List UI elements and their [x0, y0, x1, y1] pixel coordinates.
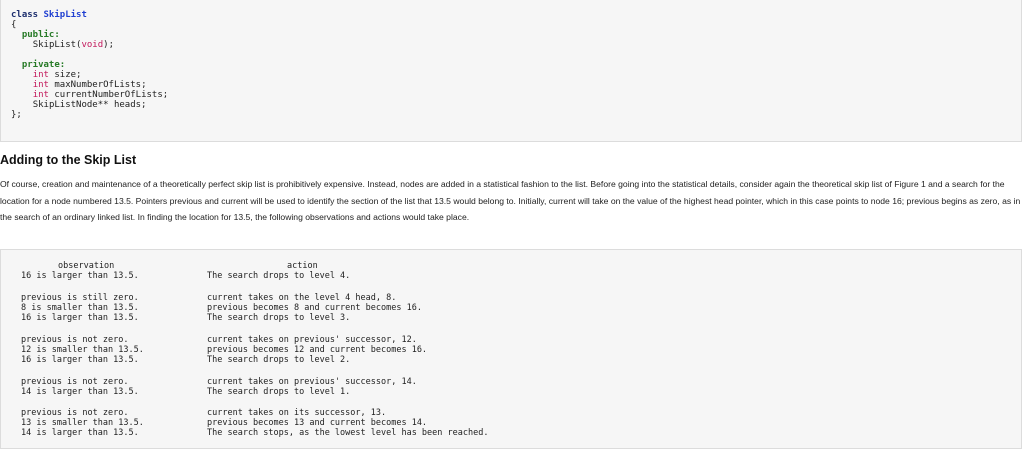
code-ctor-end: );: [103, 40, 114, 50]
code-private-label: private:: [21, 60, 66, 70]
action-cell: current takes on previous' successor, 12. previous becomes 12 and current becomes 16. The search drops to level 2.: [207, 335, 428, 365]
code-member-type: int: [32, 80, 49, 90]
code-member-type: int: [32, 90, 49, 100]
section-heading: Adding to the Skip List: [0, 153, 137, 167]
code-member-type: int: [32, 70, 49, 80]
observation-cell: 16 is larger than 13.5.: [21, 271, 139, 281]
action-cell: current takes on the level 4 head, 8. previous becomes 8 and current becomes 16. The search drops to level 3.: [207, 293, 422, 323]
action-cell: current takes on previous' successor, 14. The search drops to level 1.: [207, 377, 417, 397]
code-class-name: SkipList: [43, 10, 87, 20]
observation-cell: previous is still zero. 8 is smaller than 13.5. 16 is larger than 13.5.: [21, 293, 139, 323]
section-paragraph: Of course, creation and maintenance of a theoretically perfect skip list is prohibitively expensive. Instead, nodes are added in a statistical fashion to the list. Before going into the statistical details, consider again the theoretical skip list of Figure 1 and a search for the location for a node numbered 13.5. Pointers previous and current will be used to identify the section of the list that 13.5 would belong to. Initially, current will take on the value of the highest head pointer, which in this case points to node 16; previous begins as zero, as in the search of an ordinary linked list. In finding the location for 13.5, the following observations and actions would take place.: [0, 179, 1021, 222]
code-listing: [11, 10, 168, 120]
header-observation: observation: [58, 261, 115, 271]
observation-cell: previous is not zero. 14 is larger than 13.5.: [21, 377, 139, 397]
code-class-keyword: class: [11, 10, 39, 20]
code-block: [0, 0, 1022, 142]
code-ctor-param: void: [81, 40, 104, 50]
code-member-rest: SkipListNode** heads;: [32, 100, 147, 110]
code-member-rest: maxNumberOfLists;: [48, 80, 147, 90]
code-open-brace: {: [11, 20, 17, 30]
header-action: action: [287, 261, 318, 271]
observation-cell: previous is not zero. 12 is smaller than 13.5. 16 is larger than 13.5.: [21, 335, 144, 365]
action-cell: The search drops to level 4.: [207, 271, 351, 281]
code-member-rest: size;: [48, 70, 82, 80]
code-close-brace: };: [11, 110, 22, 120]
action-cell: current takes on its successor, 13. previous becomes 13 and current becomes 14. The search stops, as the lowest level has been reached.: [207, 408, 489, 438]
code-member-rest: currentNumberOfLists;: [48, 90, 169, 100]
observation-cell: previous is not zero. 13 is smaller than 13.5. 14 is larger than 13.5.: [21, 408, 144, 438]
code-public-label: public:: [21, 30, 60, 40]
code-ctor-name: SkipList(: [32, 40, 82, 50]
observation-action-table: [0, 249, 1022, 449]
